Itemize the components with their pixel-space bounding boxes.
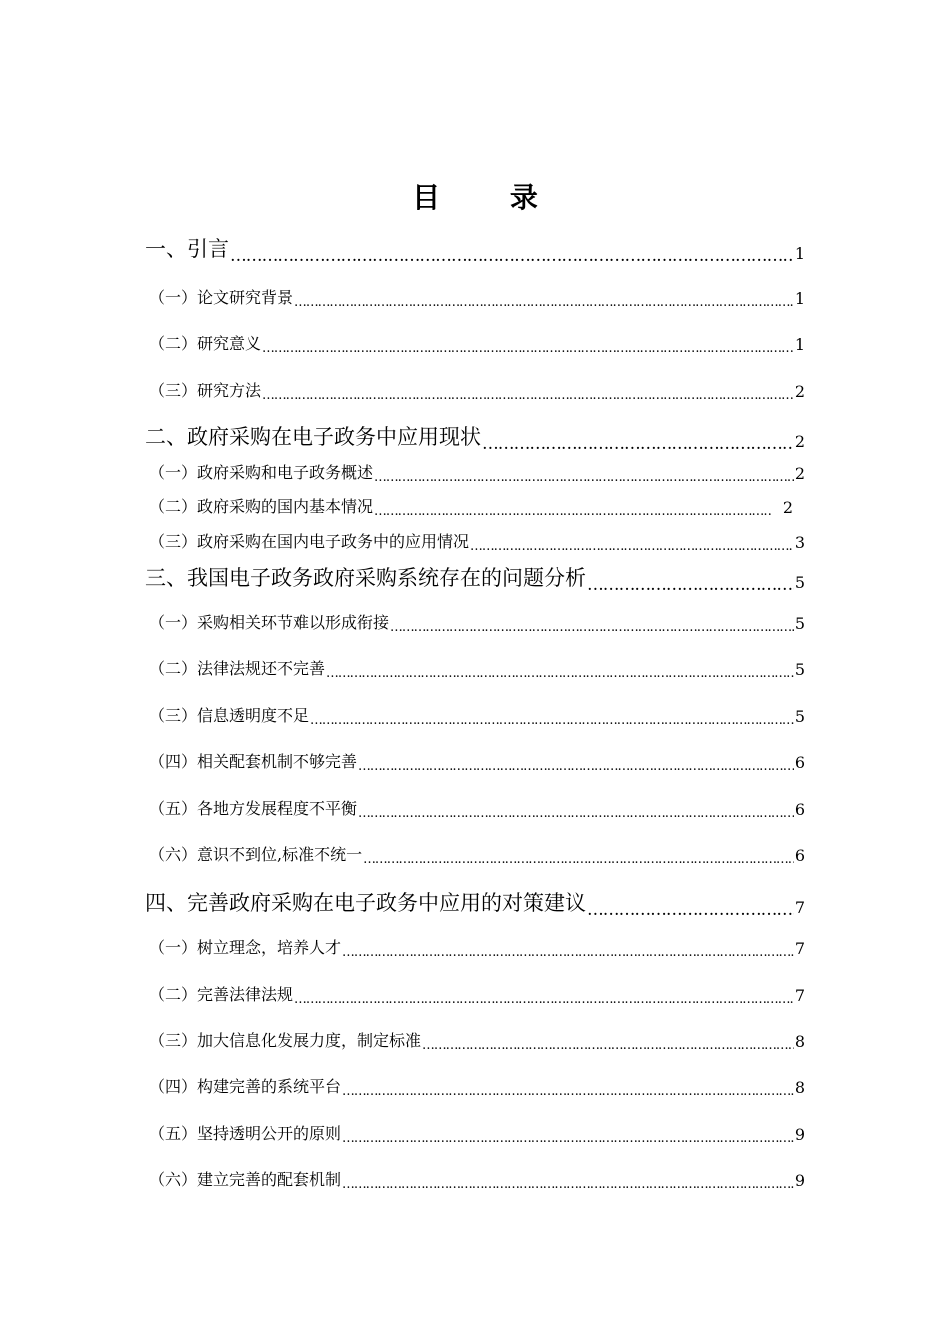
toc-entry-label: （四）相关配套机制不够完善 bbox=[149, 752, 358, 771]
toc-dot-leader bbox=[310, 710, 794, 726]
toc-entry-section[interactable] bbox=[145, 494, 805, 517]
toc-dot-leader bbox=[262, 385, 794, 401]
toc-page-number: 5 bbox=[794, 660, 805, 679]
toc-page-number: 3 bbox=[794, 533, 805, 552]
toc-entry-chapter[interactable] bbox=[145, 421, 805, 451]
toc-page-number: 2 bbox=[794, 382, 805, 401]
toc-entry-label: （五）坚持透明公开的原则 bbox=[149, 1124, 342, 1143]
toc-page-number: 5 bbox=[794, 614, 805, 633]
toc-entry-label: （六）意识不到位,标准不统一 bbox=[149, 845, 363, 864]
toc-entry-section[interactable] bbox=[145, 703, 805, 726]
toc-page-number: 6 bbox=[794, 800, 805, 819]
toc-page-number: 2 bbox=[794, 464, 805, 483]
toc-dot-leader bbox=[342, 942, 794, 958]
toc-dot-leader bbox=[470, 536, 794, 552]
toc-entry-label: 二、政府采购在电子政务中应用现状 bbox=[145, 425, 481, 449]
toc-entry-label: （三）研究方法 bbox=[149, 381, 262, 400]
toc-entry-label: （三）加大信息化发展力度，制定标准 bbox=[149, 1031, 422, 1050]
toc-entry-label: 三、我国电子政务政府采购系统存在的问题分析 bbox=[145, 566, 586, 590]
toc-entry-label: （一）论文研究背景 bbox=[149, 288, 294, 307]
toc-entry-label: （六）建立完善的配套机制 bbox=[149, 1170, 342, 1189]
toc-dot-leader bbox=[587, 571, 794, 592]
toc-entry-label: （一）采购相关环节难以形成衔接 bbox=[149, 613, 390, 632]
toc-entry-chapter[interactable] bbox=[145, 233, 805, 263]
toc-entry-section[interactable] bbox=[145, 378, 805, 401]
toc-page-number: 7 bbox=[794, 939, 805, 958]
toc-entry-section[interactable] bbox=[145, 982, 805, 1005]
toc-entry-chapter[interactable] bbox=[145, 562, 805, 592]
toc-entry-label: （二）法律法规还不完善 bbox=[149, 659, 326, 678]
toc-entry-section[interactable] bbox=[145, 842, 805, 865]
toc-dot-leader bbox=[342, 1081, 794, 1097]
toc-page-number: 8 bbox=[794, 1032, 805, 1051]
toc-entry-label: （五）各地方发展程度不平衡 bbox=[149, 799, 358, 818]
toc-page-number: 2 bbox=[794, 432, 805, 451]
toc-page-number: 1 bbox=[794, 289, 805, 308]
toc-entry-section[interactable] bbox=[145, 1028, 805, 1051]
toc-page-number: 5 bbox=[794, 573, 805, 592]
toc-dot-leader bbox=[342, 1174, 794, 1190]
toc-entry-section[interactable] bbox=[145, 1167, 805, 1190]
toc-entry-section[interactable] bbox=[145, 610, 805, 633]
toc-dot-leader bbox=[294, 292, 794, 308]
toc-dot-leader bbox=[294, 989, 794, 1005]
toc-dot-leader bbox=[363, 849, 794, 865]
toc-entry-chapter[interactable] bbox=[145, 887, 805, 917]
toc-dot-leader bbox=[358, 803, 794, 819]
toc-entry-section[interactable] bbox=[145, 796, 805, 819]
toc-dot-leader bbox=[482, 430, 794, 451]
toc-entry-section[interactable] bbox=[145, 331, 805, 354]
toc-entry-label: （三）政府采购在国内电子政务中的应用情况 bbox=[149, 532, 470, 551]
toc-dot-leader bbox=[374, 467, 794, 483]
toc-dot-leader bbox=[390, 617, 794, 633]
toc-page-number: 7 bbox=[794, 986, 805, 1005]
toc-page-number: 7 bbox=[794, 898, 805, 917]
toc-page-number: 9 bbox=[794, 1125, 805, 1144]
toc-page-number: 8 bbox=[794, 1078, 805, 1097]
toc-dot-leader bbox=[326, 663, 794, 679]
toc-dot-leader bbox=[262, 338, 794, 354]
toc-entry-label: （四）构建完善的系统平台 bbox=[149, 1077, 342, 1096]
toc-entry-section[interactable] bbox=[145, 656, 805, 679]
toc-entry-section[interactable] bbox=[145, 1121, 805, 1144]
toc-page-number: 1 bbox=[794, 244, 805, 263]
toc-page-number: 2 bbox=[782, 498, 793, 517]
toc-entry-label: 一、引言 bbox=[145, 237, 229, 261]
toc-entry-label: （二）政府采购的国内基本情况 bbox=[149, 497, 374, 516]
toc-dot-leader bbox=[374, 501, 772, 517]
toc-page-number: 6 bbox=[794, 753, 805, 772]
toc-entry-section[interactable] bbox=[145, 935, 805, 958]
toc-title: 目 录 bbox=[412, 181, 568, 214]
toc-dot-leader bbox=[358, 756, 794, 772]
toc-dot-leader bbox=[342, 1128, 794, 1144]
toc-page-number: 1 bbox=[794, 335, 805, 354]
toc-entry-section[interactable] bbox=[145, 285, 805, 308]
toc-entry-label: （二）完善法律法规 bbox=[149, 985, 294, 1004]
toc-entry-label: （二）研究意义 bbox=[149, 334, 262, 353]
toc-entry-label: 四、完善政府采购在电子政务中应用的对策建议 bbox=[145, 891, 586, 915]
toc-page-number: 6 bbox=[794, 846, 805, 865]
toc-entry-section[interactable] bbox=[145, 749, 805, 772]
toc-entry-section[interactable] bbox=[145, 460, 805, 483]
toc-page-number: 5 bbox=[794, 707, 805, 726]
toc-dot-leader bbox=[587, 896, 794, 917]
toc-dot-leader bbox=[230, 242, 794, 263]
toc-entry-label: （三）信息透明度不足 bbox=[149, 706, 310, 725]
toc-entry-section[interactable] bbox=[145, 1074, 805, 1097]
toc-page-number: 9 bbox=[794, 1171, 805, 1190]
toc-entry-section[interactable] bbox=[145, 529, 805, 552]
toc-dot-leader bbox=[422, 1035, 794, 1051]
toc-entry-label: （一）树立理念，培养人才 bbox=[149, 938, 342, 957]
toc-entry-label: （一）政府采购和电子政务概述 bbox=[149, 463, 374, 482]
